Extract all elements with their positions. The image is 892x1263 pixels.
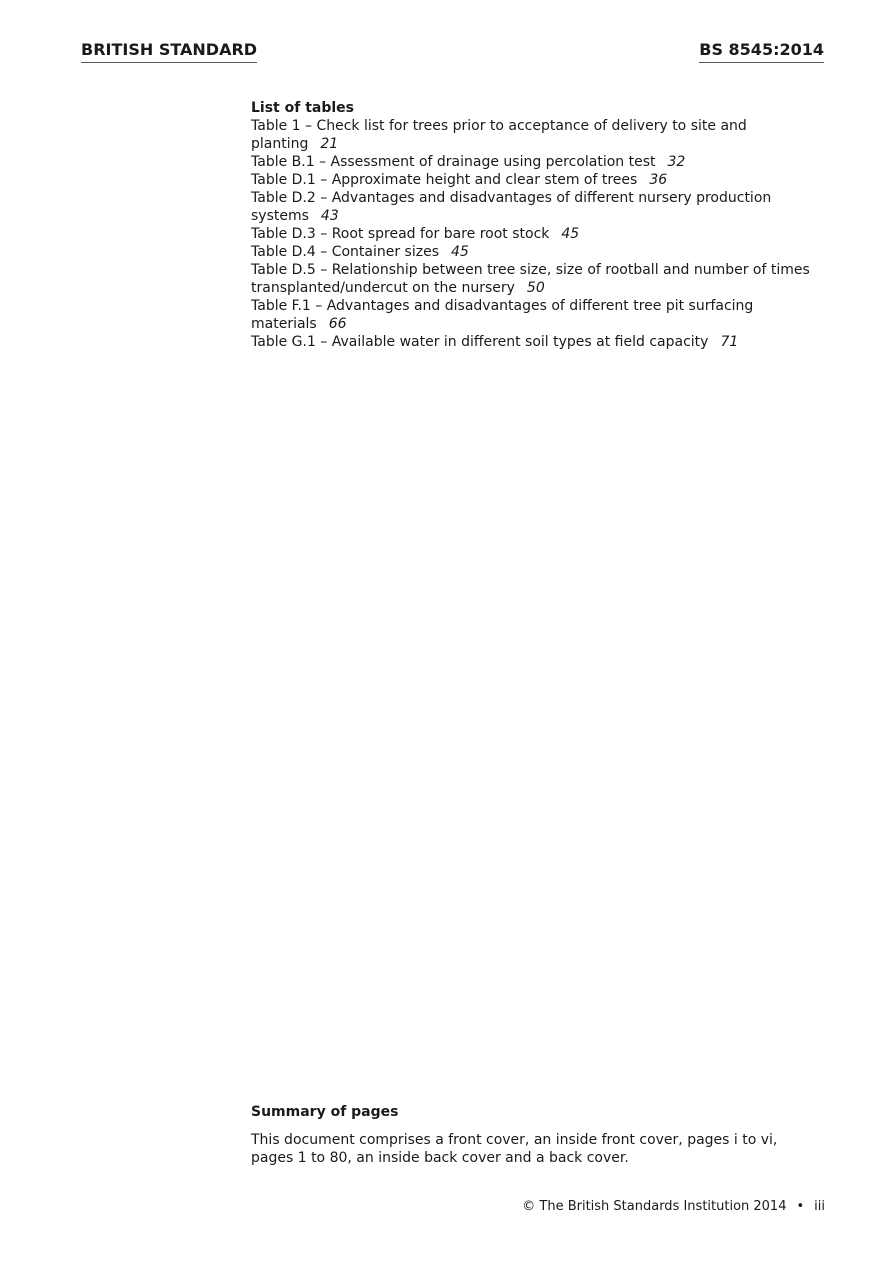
list-of-tables-title: List of tables: [251, 100, 354, 116]
list-item-page: 21: [320, 136, 339, 152]
list-item-page: 32: [667, 154, 686, 170]
copyright-text: © The British Standards Institution 2014: [522, 1199, 787, 1214]
list-item-page: 50: [526, 280, 545, 296]
list-item-page: 43: [320, 208, 339, 224]
summary-text: This document comprises a front cover, an inside front cover, pages i to vi, pages 1 to 80, an inside back cover and a back cover.: [251, 1132, 778, 1166]
list-item[interactable]: [251, 171, 831, 189]
list-item-text: Table D.4 – Container sizes: [251, 244, 439, 260]
list-item-text: Table D.3 – Root spread for bare root stock: [251, 226, 550, 242]
list-item-text: Table F.1 – Advantages and disadvantages of different tree pit surfacing materials: [251, 298, 754, 332]
list-item[interactable]: [251, 297, 831, 333]
list-item-page: 45: [561, 226, 580, 242]
list-of-tables: [251, 99, 831, 351]
summary-of-pages: [251, 1103, 811, 1167]
list-item-page: 66: [328, 316, 347, 332]
list-item-page: 36: [649, 172, 668, 188]
page-footer: [522, 1198, 825, 1216]
page-number: iii: [814, 1199, 825, 1214]
list-item-page: 45: [451, 244, 469, 260]
list-item[interactable]: [251, 189, 831, 225]
list-item[interactable]: [251, 117, 831, 153]
list-item[interactable]: [251, 261, 831, 297]
list-item-page: 71: [720, 334, 739, 350]
list-item[interactable]: [251, 225, 831, 243]
list-item-text: Table D.2 – Advantages and disadvantages of different nursery production systems: [251, 190, 772, 224]
summary-title: Summary of pages: [251, 1104, 399, 1120]
header-right: BS 8545:2014: [699, 40, 824, 63]
list-item-text: Table D.5 – Relationship between tree size, size of rootball and number of times transplanted/undercut on the nursery: [251, 262, 810, 296]
list-item[interactable]: [251, 333, 831, 351]
list-item[interactable]: [251, 243, 831, 261]
list-item-text: Table D.1 – Approximate height and clear stem of trees: [251, 172, 638, 188]
list-item[interactable]: [251, 153, 831, 171]
list-item-text: Table B.1 – Assessment of drainage using percolation test: [251, 154, 656, 170]
list-item-text: Table 1 – Check list for trees prior to acceptance of delivery to site and planting: [251, 118, 747, 152]
bullet-separator: •: [796, 1199, 805, 1214]
list-item-text: Table G.1 – Available water in different soil types at field capacity: [251, 334, 709, 350]
header-left: BRITISH STANDARD: [81, 40, 257, 63]
